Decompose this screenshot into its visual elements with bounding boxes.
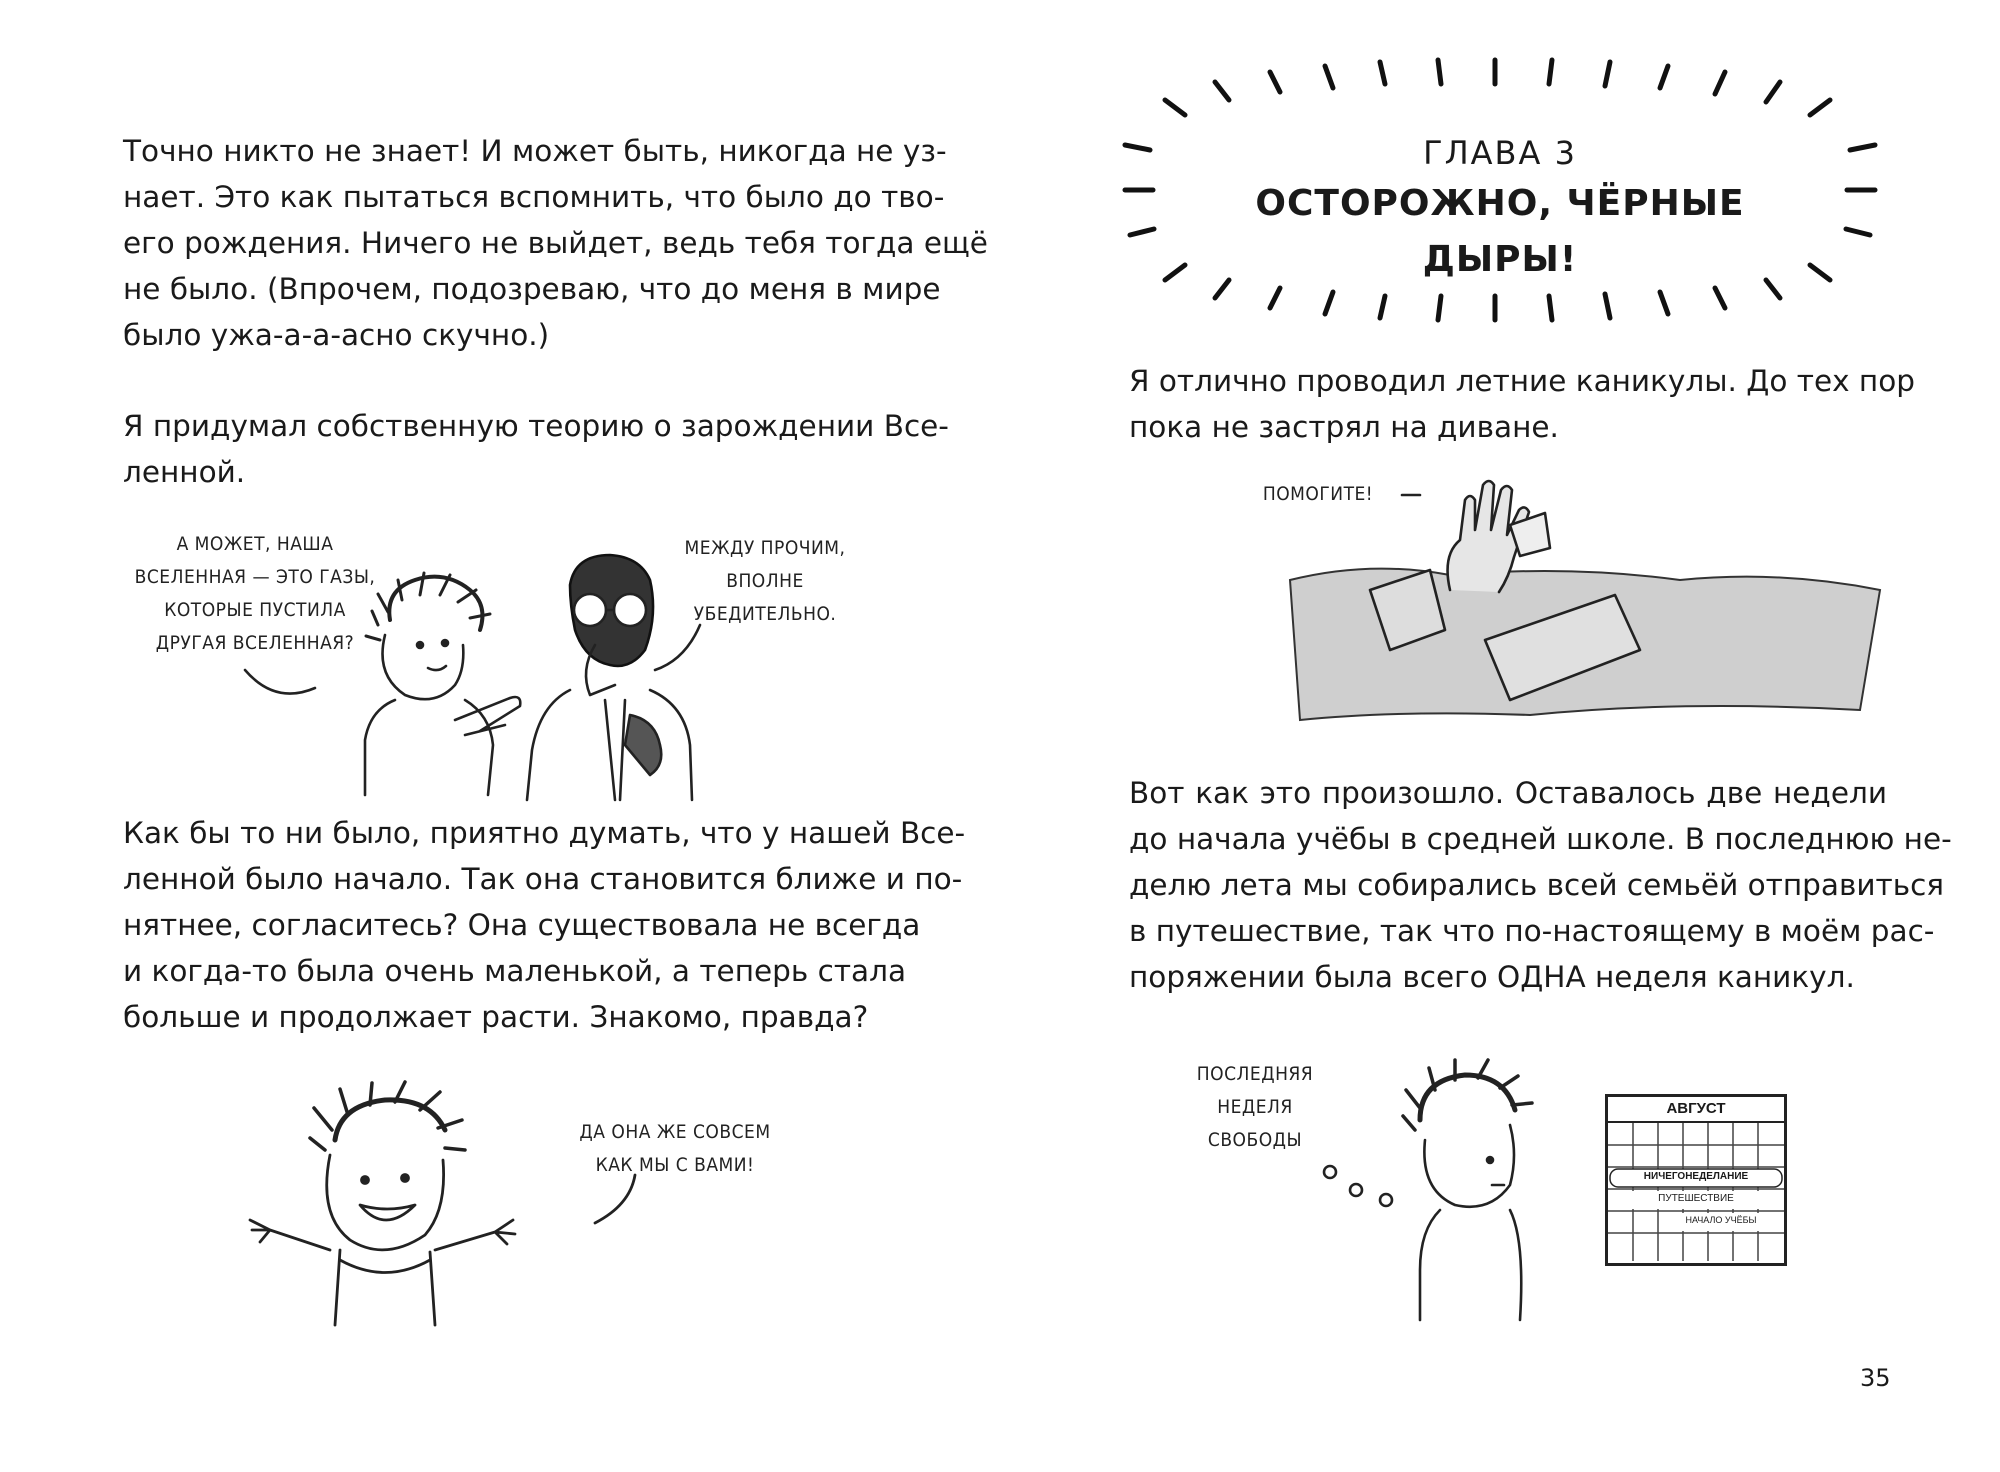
left-paragraph-3 bbox=[123, 810, 966, 1040]
calendar-row-trip: ПУТЕШЕСТВИЕ bbox=[1658, 1193, 1734, 1204]
text-line: не было. (Впрочем, подозреваю, что до меня в мире bbox=[123, 272, 941, 306]
bubble-line: ВСЕЛЕННАЯ — ЭТО ГАЗЫ, bbox=[134, 566, 376, 588]
kid-and-scientist-illustration bbox=[260, 540, 740, 800]
calendar-month: АВГУСТ bbox=[1608, 1097, 1784, 1123]
text-line: и когда-то была очень маленькой, а теперь стала bbox=[123, 954, 907, 988]
text-line: ленной было начало. Так она становится ближе и по- bbox=[123, 862, 963, 896]
text-line: нятнее, согласитесь? Она существовала не всегда bbox=[123, 908, 921, 942]
bubble-line: ВПОЛНЕ bbox=[726, 570, 804, 592]
text-line: пока не застрял на диване. bbox=[1129, 410, 1559, 444]
bubble-line: КОТОРЫЕ ПУСТИЛА bbox=[164, 599, 346, 621]
stuck-in-sofa-illustration bbox=[1270, 480, 1910, 740]
text-line: больше и продолжает расти. Знакомо, правда? bbox=[123, 1000, 869, 1034]
bubble-line: УБЕДИТЕЛЬНО. bbox=[693, 603, 837, 625]
right-paragraph-2 bbox=[1129, 770, 1952, 1000]
calendar bbox=[1605, 1094, 1787, 1266]
thought-line: СВОБОДЫ bbox=[1207, 1129, 1303, 1151]
right-paragraph-1 bbox=[1129, 358, 1915, 450]
text-line: в путешествие, так что по-настоящему в моём рас- bbox=[1129, 914, 1935, 948]
text-line: Как бы то ни было, приятно думать, что у нашей Все- bbox=[123, 816, 966, 850]
text-line: было ужа-а-а-асно скучно.) bbox=[123, 318, 550, 352]
text-line: Точно никто не знает! И может быть, никогда не уз- bbox=[123, 134, 947, 168]
thought-line: ПОСЛЕДНЯЯ bbox=[1196, 1063, 1314, 1085]
help-caption: ПОМОГИТЕ! bbox=[1262, 483, 1374, 505]
bubble-line: КАК МЫ С ВАМИ! bbox=[595, 1154, 755, 1176]
thought-bubble bbox=[1180, 1058, 1330, 1157]
text-line: нает. Это как пытаться вспомнить, что было до тво- bbox=[123, 180, 945, 214]
bubble-line: ДРУГАЯ ВСЕЛЕННАЯ? bbox=[155, 632, 355, 654]
left-paragraph-2 bbox=[123, 403, 949, 495]
text-line: Вот как это произошло. Оставалось две недели bbox=[1129, 776, 1887, 810]
right-page bbox=[1000, 0, 2000, 1472]
calendar-grid bbox=[1608, 1123, 1784, 1261]
bubble-line: ДА ОНА ЖЕ СОВСЕМ bbox=[579, 1121, 771, 1143]
left-paragraph-1 bbox=[123, 128, 988, 358]
page-number: 35 bbox=[1860, 1364, 1891, 1392]
happy-kid-illustration bbox=[230, 1080, 650, 1330]
bubble-line: А МОЖЕТ, НАША bbox=[176, 533, 334, 555]
thought-line: НЕДЕЛЯ bbox=[1217, 1096, 1293, 1118]
text-line: Я придумал собственную теорию о зарождении Все- bbox=[123, 409, 949, 443]
chapter-heading bbox=[1200, 130, 1800, 288]
bubble-line: МЕЖДУ ПРОЧИМ, bbox=[684, 537, 846, 559]
text-line: поряжении была всего ОДНА неделя каникул. bbox=[1129, 960, 1855, 994]
calendar-row-nothing: НИЧЕГОНЕДЕЛАНИЕ bbox=[1643, 1171, 1749, 1182]
text-line: его рождения. Ничего не выйдет, ведь тебя тогда ещё bbox=[123, 226, 988, 260]
text-line: до начала учёбы в средней школе. В последнюю не- bbox=[1129, 822, 1952, 856]
kid-and-calendar-illustration bbox=[1320, 1060, 1880, 1320]
text-line: ленной. bbox=[123, 455, 246, 489]
chapter-number: ГЛАВА 3 bbox=[1423, 134, 1577, 172]
calendar-row-school: НАЧАЛО УЧЁБЫ bbox=[1685, 1215, 1757, 1225]
text-line: делю лета мы собирались всей семьёй отправиться bbox=[1129, 868, 1945, 902]
text-line: Я отлично проводил летние каникулы. До тех пор bbox=[1129, 364, 1915, 398]
chapter-title: ОСТОРОЖНО, ЧЁРНЫЕ ДЫРЫ! bbox=[1255, 183, 1745, 280]
